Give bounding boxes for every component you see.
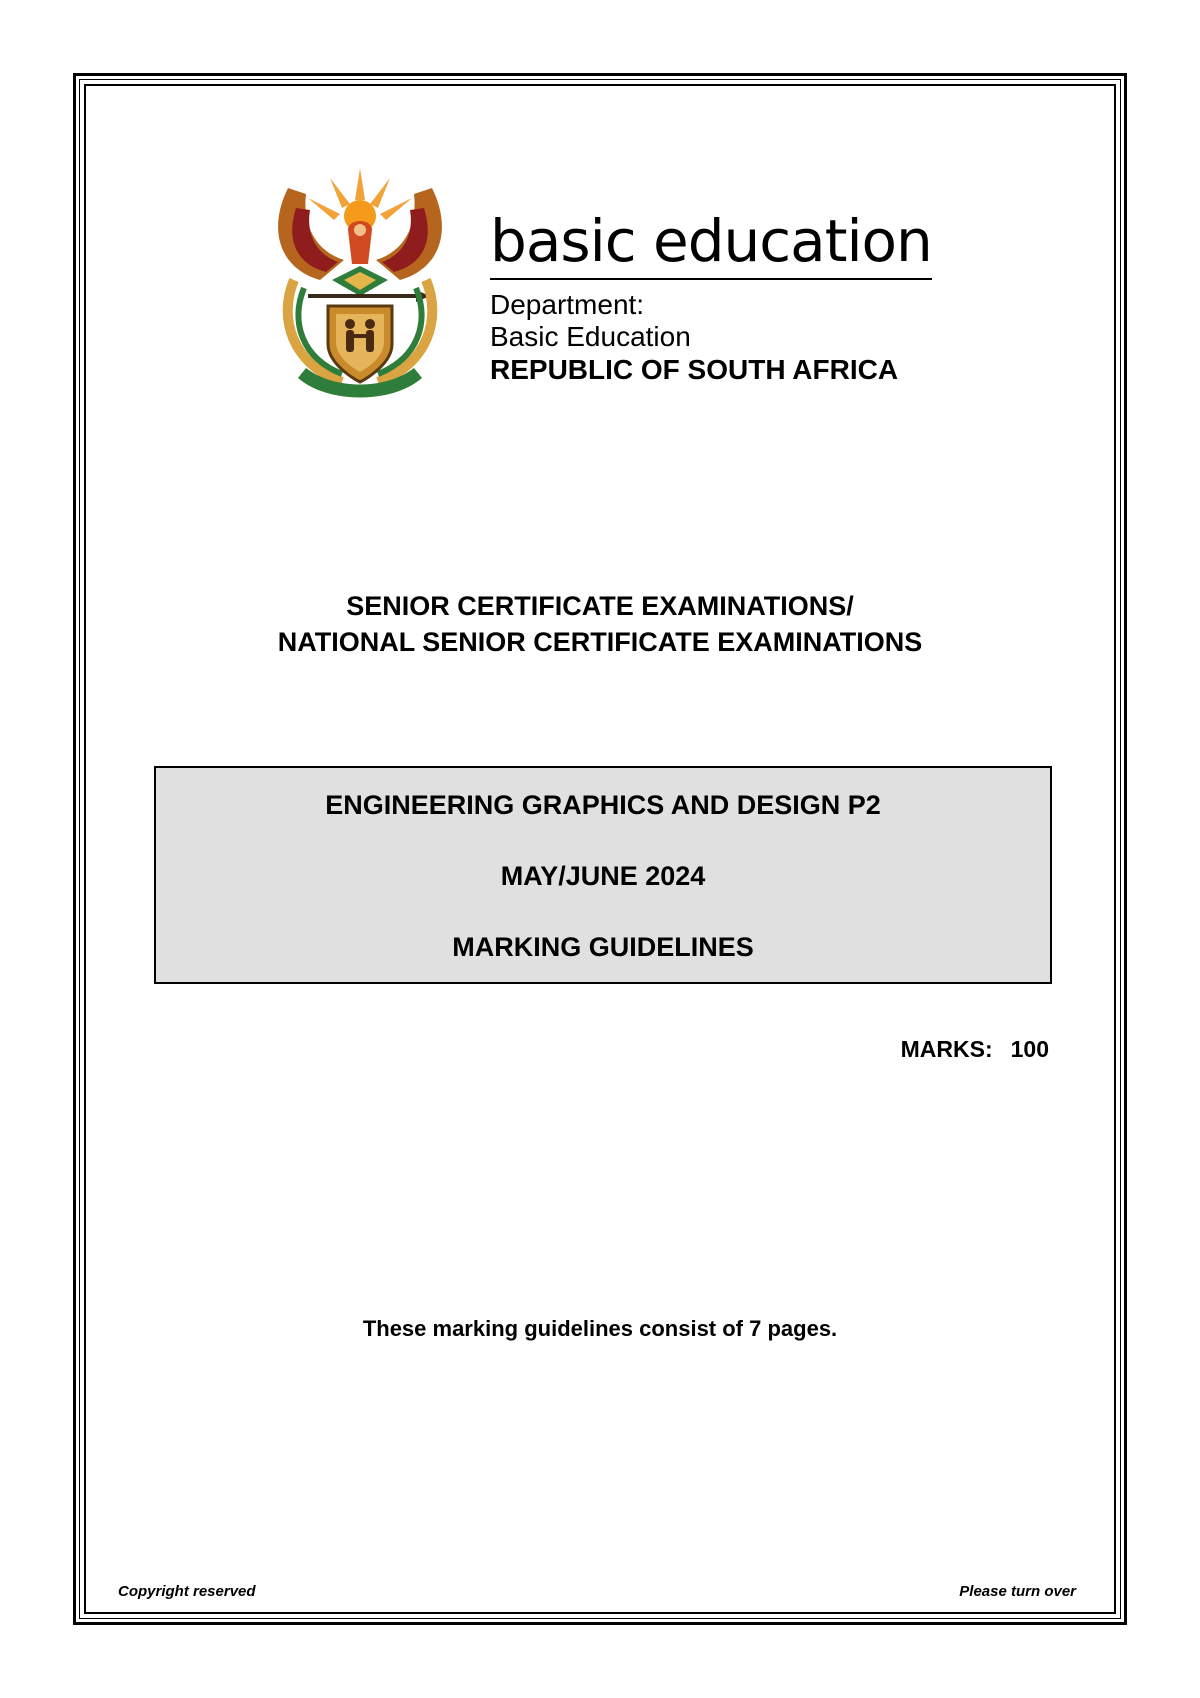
footer-copyright: Copyright reserved bbox=[118, 1583, 256, 1600]
page-count-note: These marking guidelines consist of 7 pages. bbox=[362, 1316, 838, 1341]
footer-turn-over: Please turn over bbox=[959, 1583, 1076, 1600]
marks-total bbox=[901, 1038, 1049, 1061]
exam-heading-line1: SENIOR CERTIFICATE EXAMINATIONS/ bbox=[346, 591, 854, 621]
document-type: MARKING GUIDELINES bbox=[452, 932, 754, 962]
subject-title: ENGINEERING GRAPHICS AND DESIGN P2 bbox=[325, 790, 881, 820]
country-name: REPUBLIC OF SOUTH AFRICA bbox=[490, 354, 899, 385]
brand-underline bbox=[490, 278, 932, 280]
exam-session: MAY/JUNE 2024 bbox=[500, 861, 706, 891]
title-box bbox=[154, 766, 1052, 984]
marks-label: MARKS: bbox=[900, 1036, 993, 1062]
brand-title: basic education bbox=[490, 207, 932, 275]
department-label: Department: bbox=[490, 289, 645, 320]
marks-value: 100 bbox=[1010, 1036, 1049, 1062]
department-name: Basic Education bbox=[490, 321, 691, 352]
exam-heading-line2: NATIONAL SENIOR CERTIFICATE EXAMINATIONS bbox=[277, 627, 923, 657]
coat-of-arms-icon bbox=[268, 168, 452, 408]
